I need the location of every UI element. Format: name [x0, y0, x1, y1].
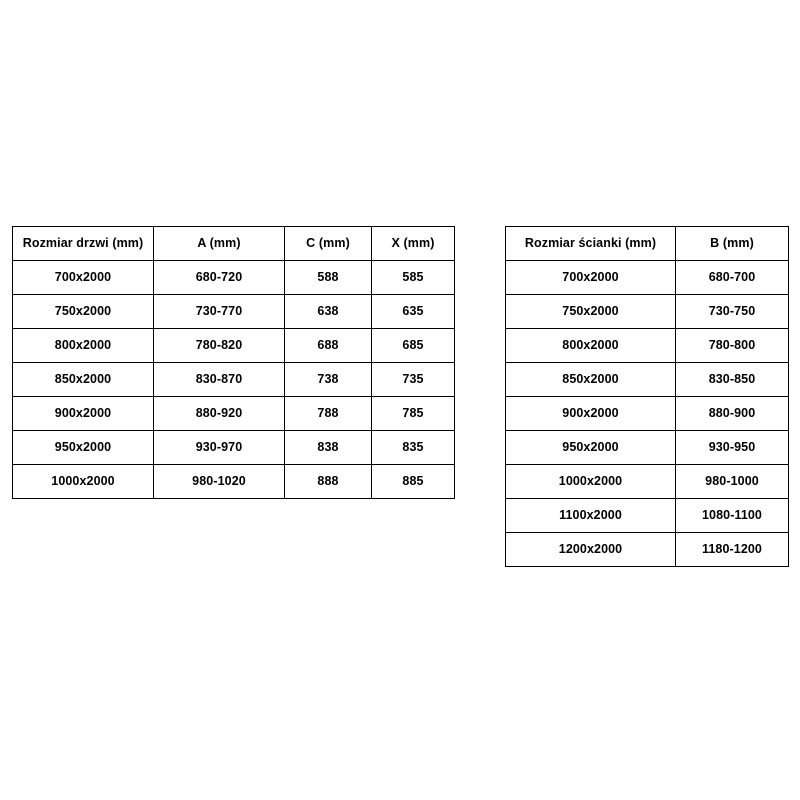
cell-door-size: 800x2000: [13, 329, 154, 363]
cell-a: 930-970: [154, 431, 285, 465]
cell-door-size: 700x2000: [13, 261, 154, 295]
cell-a: 680-720: [154, 261, 285, 295]
cell-door-size: 750x2000: [13, 295, 154, 329]
column-header-wall-size: Rozmiar ścianki (mm): [506, 227, 676, 261]
cell-a: 830-870: [154, 363, 285, 397]
column-header-x: X (mm): [372, 227, 455, 261]
cell-x: 735: [372, 363, 455, 397]
table-row: [506, 431, 789, 465]
cell-c: 888: [285, 465, 372, 499]
cell-b: 1080-1100: [676, 499, 789, 533]
cell-door-size: 900x2000: [13, 397, 154, 431]
doors-table-container: [12, 226, 455, 499]
table-row: [506, 533, 789, 567]
cell-x: 885: [372, 465, 455, 499]
table-row: [506, 363, 789, 397]
cell-a: 780-820: [154, 329, 285, 363]
cell-x: 585: [372, 261, 455, 295]
table-row: [506, 329, 789, 363]
column-header-b: B (mm): [676, 227, 789, 261]
cell-door-size: 1000x2000: [13, 465, 154, 499]
cell-b: 930-950: [676, 431, 789, 465]
column-header-door-size: Rozmiar drzwi (mm): [13, 227, 154, 261]
walls-table-container: [505, 226, 789, 567]
cell-c: 688: [285, 329, 372, 363]
cell-wall-size: 950x2000: [506, 431, 676, 465]
cell-c: 788: [285, 397, 372, 431]
table-row: [506, 261, 789, 295]
cell-a: 980-1020: [154, 465, 285, 499]
table-header-row: [13, 227, 455, 261]
table-row: [13, 465, 455, 499]
cell-x: 785: [372, 397, 455, 431]
cell-b: 680-700: [676, 261, 789, 295]
doors-dimensions-table: [12, 226, 455, 499]
column-header-c: C (mm): [285, 227, 372, 261]
cell-b: 780-800: [676, 329, 789, 363]
table-row: [506, 499, 789, 533]
cell-c: 638: [285, 295, 372, 329]
table-row: [13, 397, 455, 431]
cell-a: 730-770: [154, 295, 285, 329]
column-header-a: A (mm): [154, 227, 285, 261]
cell-x: 835: [372, 431, 455, 465]
cell-wall-size: 1100x2000: [506, 499, 676, 533]
cell-c: 738: [285, 363, 372, 397]
cell-door-size: 850x2000: [13, 363, 154, 397]
table-row: [13, 431, 455, 465]
table-row: [506, 295, 789, 329]
cell-wall-size: 900x2000: [506, 397, 676, 431]
cell-wall-size: 700x2000: [506, 261, 676, 295]
cell-wall-size: 1200x2000: [506, 533, 676, 567]
table-row: [13, 363, 455, 397]
cell-a: 880-920: [154, 397, 285, 431]
cell-b: 830-850: [676, 363, 789, 397]
table-row: [506, 397, 789, 431]
cell-wall-size: 800x2000: [506, 329, 676, 363]
cell-c: 588: [285, 261, 372, 295]
cell-wall-size: 1000x2000: [506, 465, 676, 499]
cell-b: 880-900: [676, 397, 789, 431]
table-header-row: [506, 227, 789, 261]
cell-x: 685: [372, 329, 455, 363]
table-row: [13, 295, 455, 329]
cell-b: 980-1000: [676, 465, 789, 499]
table-row: [13, 329, 455, 363]
cell-b: 1180-1200: [676, 533, 789, 567]
cell-door-size: 950x2000: [13, 431, 154, 465]
cell-wall-size: 750x2000: [506, 295, 676, 329]
cell-c: 838: [285, 431, 372, 465]
table-row: [13, 261, 455, 295]
walls-dimensions-table: [505, 226, 789, 567]
table-row: [506, 465, 789, 499]
cell-b: 730-750: [676, 295, 789, 329]
cell-wall-size: 850x2000: [506, 363, 676, 397]
cell-x: 635: [372, 295, 455, 329]
